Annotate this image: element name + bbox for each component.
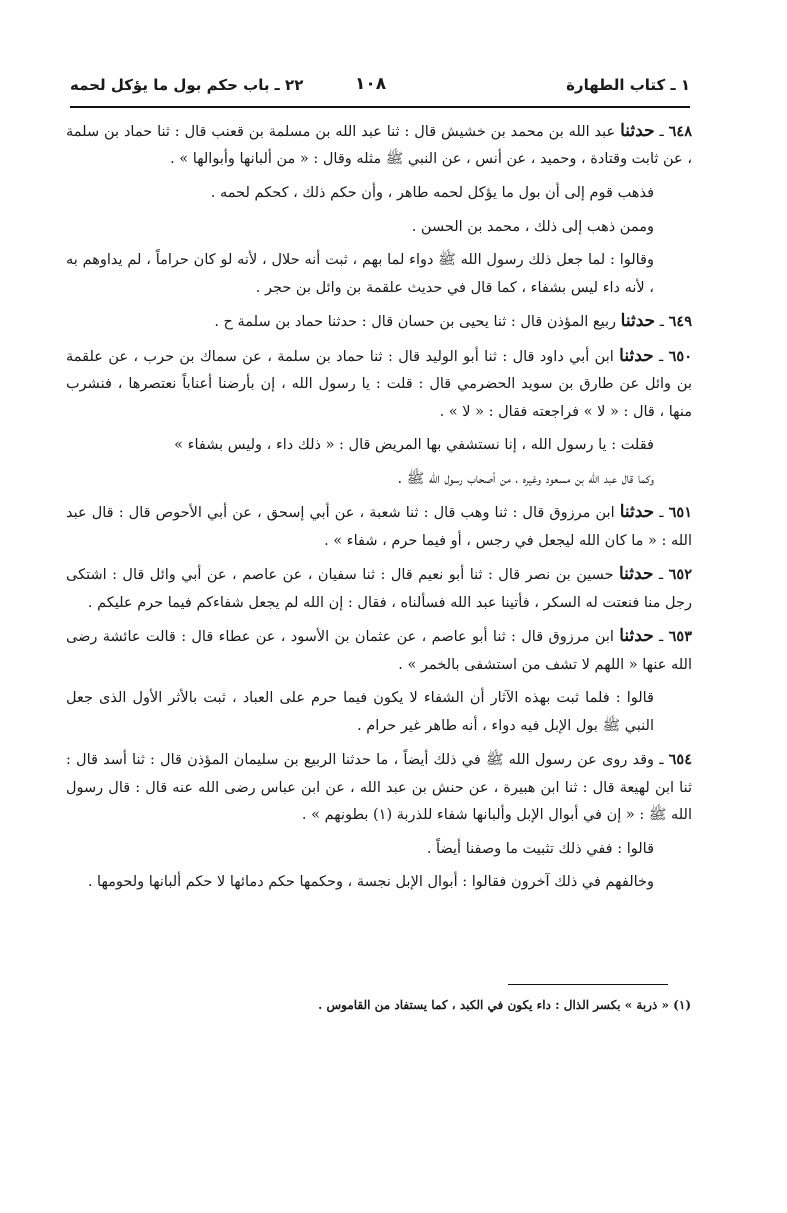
footnote: (١) « ذربة » بكسر الذال : داء يكون في الكبد ، كما يستفاد من القاموس .: [318, 998, 691, 1012]
paragraph: وخالفهم في ذلك آخرون فقالوا : أبوال الإبل نجسة ، وحكمها حكم دمائها لا حكم ألبانها ولحومها .: [87, 874, 654, 891]
paragraph: وكما قال عبد الله بن مسعود وغيره ، من أصحاب رسول الله ﷺ .: [397, 470, 654, 487]
header-rule: [70, 106, 690, 108]
section-title: ٢٢ ـ باب حكم بول ما يؤكل لحمه: [70, 76, 304, 94]
hadith-650: ٦٥٠ ـ حدثنا ابن أبي داود قال : ثنا أبو الوليد قال : ثنا حماد بن سلمة ، عن سماك بن حرب ، عن علقمة بن وائل عن طارق بن سويد الحضرمي قال : قلت : يا رسول الله ، إن بأرضنا أعناباً نعتصرها ، فنشرب منها ، قال : « لا » فراجعته فقال : « لا » .: [66, 345, 693, 420]
paragraph: قالوا : فلما ثبت بهذه الآثار أن الشفاء لا يكون فيما حرم على العباد ، ثبت بالأثر الأول الذى جعل النبي ﷺ بول الإبل فيه دواء ، أنه طاهر غير حرام .: [66, 690, 654, 734]
footnote-rule: [508, 984, 668, 985]
hadith-649: ٦٤٩ ـ حدثنا ربيع المؤذن قال : ثنا يحيى بن حسان قال : حدثنا حماد بن سلمة ح .: [214, 311, 692, 332]
paragraph: وقالوا : لما جعل ذلك رسول الله ﷺ دواء لما بهم ، ثبت أنه حلال ، لأنه لو كان حراماً ، لم يداوهم به ، لأنه داء ليس بشفاء ، كما قال في حديث علقمة بن وائل بن حجر .: [66, 252, 654, 296]
paragraph: فقلت : يا رسول الله ، إنا نستشفي بها المريض قال : « ذلك داء ، وليس بشفاء »: [174, 437, 654, 454]
chapter-title: ١ ـ كتاب الطهارة: [566, 76, 690, 94]
page-header: [70, 72, 690, 100]
paragraph: قالوا : ففي ذلك تثبيت ما وصفنا أيضاً .: [426, 840, 654, 857]
hadith-653: ٦٥٣ ـ حدثنا ابن مرزوق قال : ثنا أبو عاصم ، عن عثمان بن الأسود ، عن عطاء قال : قالت عائشة رضى الله عنها « اللهم لا تشف من استشفى بالخمر » .: [66, 626, 693, 673]
hadith-648: ٦٤٨ ـ حدثنا عبد الله بن محمد بن خشيش قال : ثنا عبد الله بن مسلمة بن قعنب قال : ثنا حماد بن سلمة ، عن ثابت وقتادة ، وحميد ، عن أنس ، عن النبي ﷺ مثله وقال : « من ألبانها وأبوالها » .: [66, 121, 693, 168]
paragraph: فذهب قوم إلى أن بول ما يؤكل لحمه طاهر ، وأن حكم ذلك ، كحكم لحمه .: [210, 185, 654, 201]
page-number: ١٠٨: [355, 74, 387, 94]
hadith-652: ٦٥٢ ـ حدثنا حسين بن نصر قال : ثنا أبو نعيم قال : ثنا سفيان ، عن عاصم ، عن أبي وائل قال : اشتكى رجل منا فنعتت له السكر ، فأتينا عبد الله فسألناه ، فقال : إن الله لم يجعل شفاءكم فيما حرم عليكم .: [66, 564, 693, 611]
paragraph: وممن ذهب إلى ذلك ، محمد بن الحسن .: [411, 218, 654, 235]
main-text: [66, 118, 692, 903]
hadith-651: ٦٥١ ـ حدثنا ابن مرزوق قال : ثنا وهب قال : ثنا شعبة ، عن أبي إسحق ، عن أبي الأحوص قال : قال عبد الله : « ما كان الله ليجعل في رجس ، أو فيما حرم ، شفاء » .: [66, 502, 693, 549]
hadith-654: ٦٥٤ ـ وقد روى عن رسول الله ﷺ في ذلك أيضاً ، ما حدثنا الربيع بن سليمان المؤذن قال : ثنا أسد قال : ثنا ابن لهيعة قال : ثنا ابن هبيرة ، عن حنش بن عبد الله ، عن ابن عباس رضى الله عنه قال : قال رسول الله ﷺ : « إن في أبوال الإبل وألبانها شفاء للذربة (١) بطونهم » .: [66, 751, 693, 824]
